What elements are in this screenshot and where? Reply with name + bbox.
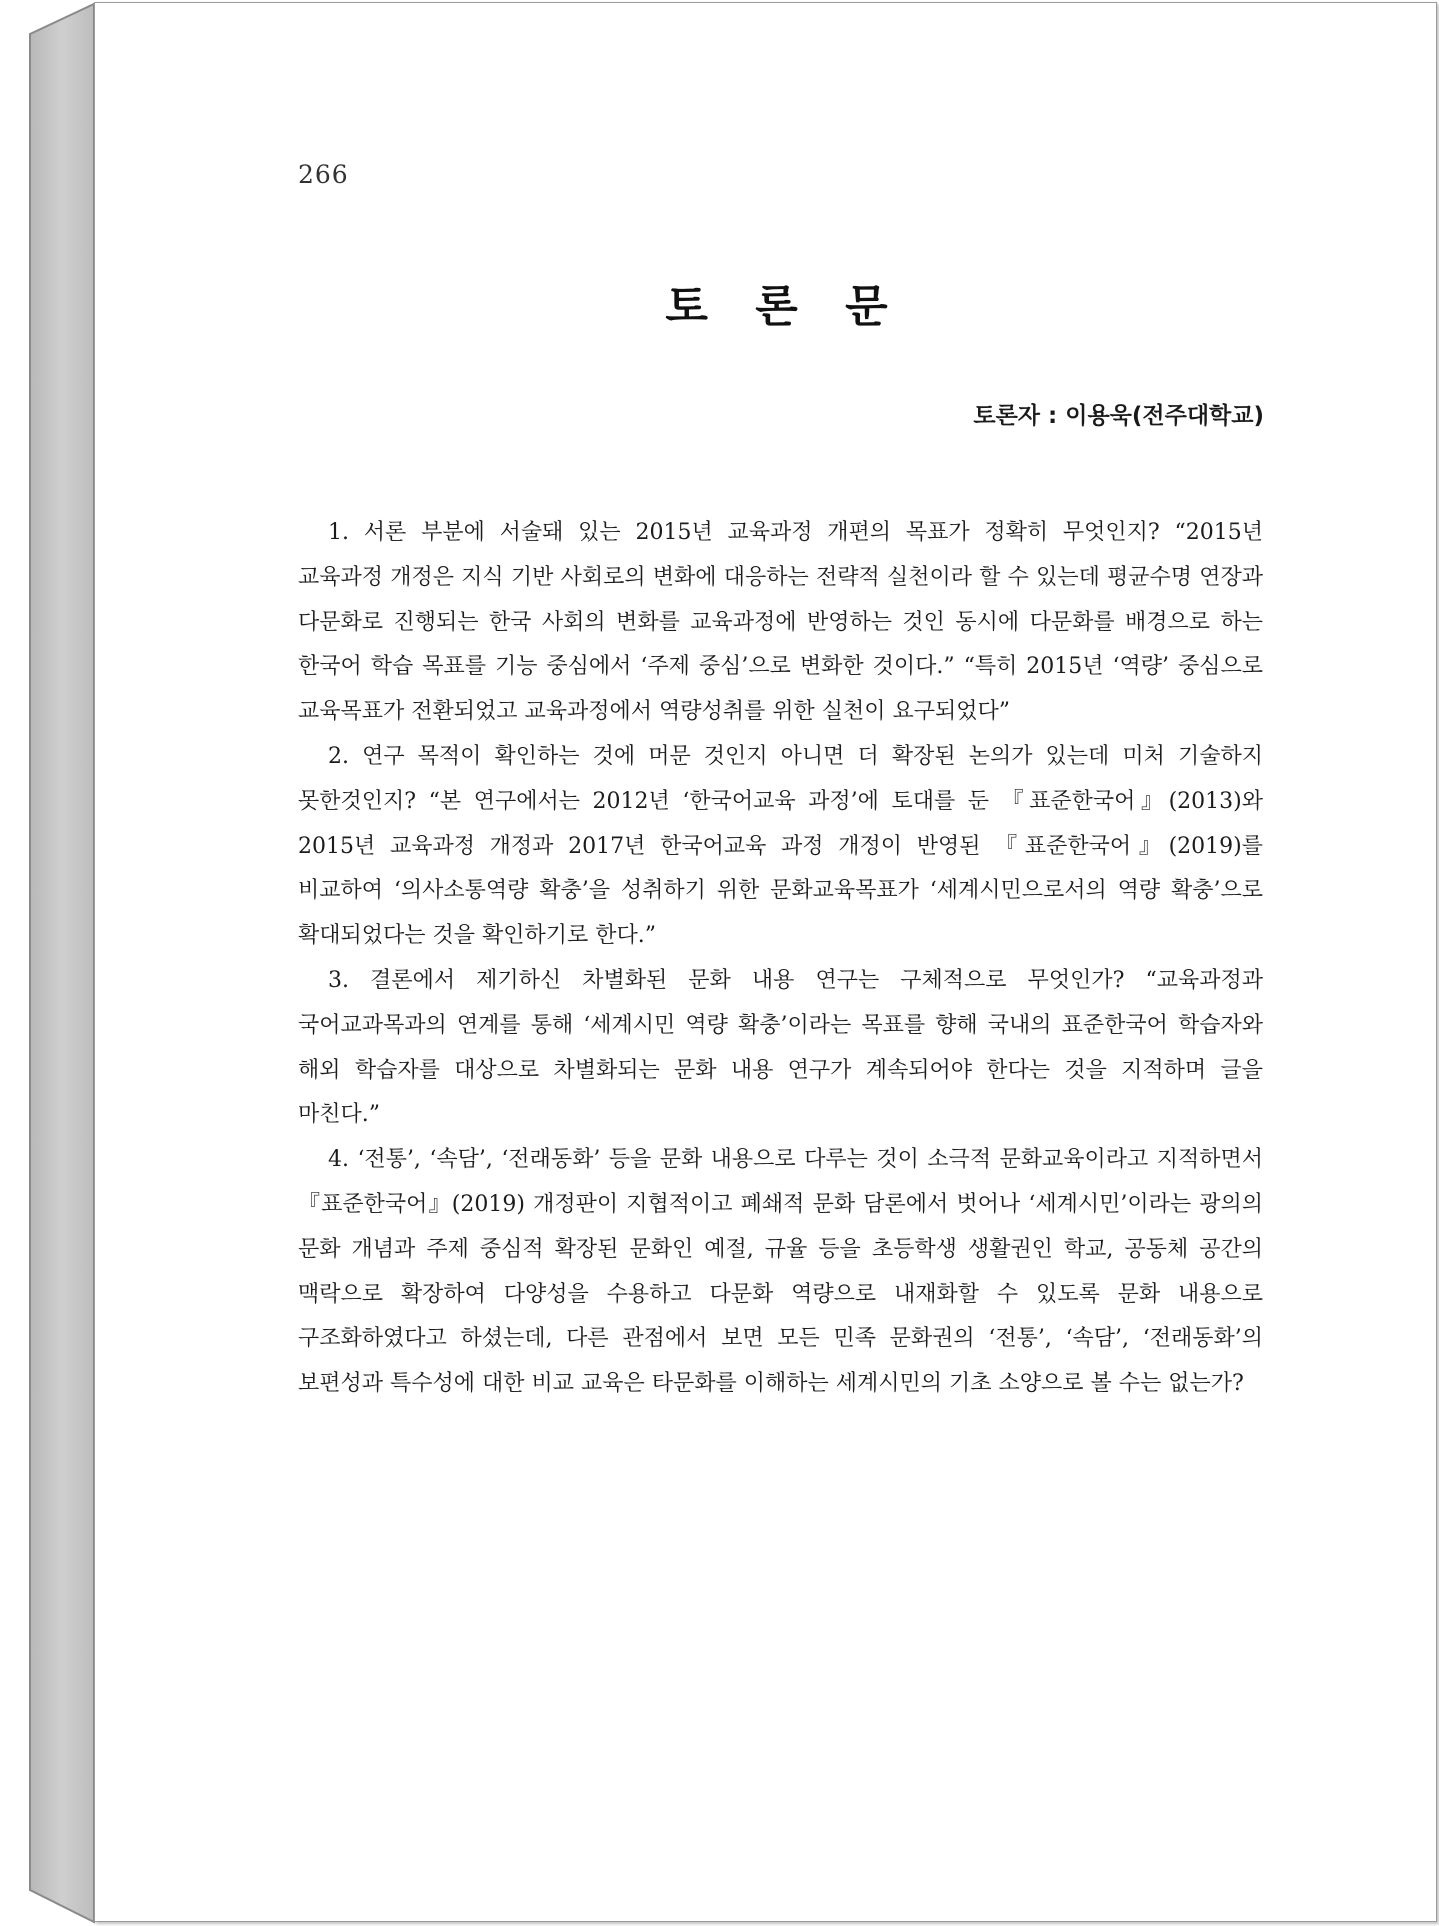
- paragraph-2: 2. 연구 목적이 확인하는 것에 머문 것인지 아니면 더 확장된 논의가 있는데 미처 기술하지 못한것인지? “본 연구에서는 2012년 ‘한국어교육 과정’에 토대를 둔 『표준한국어』(2013)와 2015년 교육과정 개정과 2017년 한국어교육 과정 개정이 반영된 『표준한국어』(2019)를 비교하여 ‘의사소통역량 확충’을 성취하기 위한 문화교육목표가 ‘세계시민으로서의 역량 확충’으로 확대되었다는 것을 확인하기로 한다.”: [298, 743, 1263, 949]
- paragraph-4: 4. ‘전통’, ‘속담’, ‘전래동화’ 등을 문화 내용으로 다루는 것이 소극적 문화교육이라고 지적하면서 『표준한국어』(2019) 개정판이 지협적이고 폐쇄적 문화 담론에서 벗어나 ‘세계시민’이라는 광의의 문화 개념과 주제 중심적 확장된 문화인 예절, 규율 등을 초등학생 생활권인 학교, 공동체 공간의 맥락으로 확장하여 다양성을 수용하고 다문화 역량으로 내재화할 수 있도록 문화 내용으로 구조화하였다고 하셨는데, 다른 관점에서 보면 모든 민족 문화권의 ‘전통’, ‘속담’, ‘전래동화’의 보편성과 특수성에 대한 비교 교육은 타문화를 이해하는 세계시민의 기초 소양으로 볼 수는 없는가?: [298, 1147, 1263, 1397]
- page-number: 266: [298, 160, 349, 189]
- page-title: 토 론 문: [665, 281, 904, 332]
- paragraph-1: 1. 서론 부분에 서술돼 있는 2015년 교육과정 개편의 목표가 정확히 무엇인지? “2015년 교육과정 개정은 지식 기반 사회로의 변화에 대응하는 전략적 실천이라 할 수 있는데 평균수명 연장과 다문화로 진행되는 한국 사회의 변화를 교육과정에 반영하는 것인 동시에 다문화를 배경으로 하는 한국어 학습 목표를 기능 중심에서 ‘주제 중심’으로 변화한 것이다.” “특히 2015년 ‘역량’ 중심으로 교육목표가 전환되었고 교육과정에서 역량성취를 위한 실천이 요구되었다”: [298, 520, 1263, 725]
- paragraph-3: 3. 결론에서 제기하신 차별화된 문화 내용 연구는 구체적으로 무엇인가? “교육과정과 국어교과목과의 연계를 통해 ‘세계시민 역량 확충’이라는 목표를 향해 국내의 표준한국어 학습자와 해외 학습자를 대상으로 차별화되는 문화 내용 연구가 계속되어야 한다는 것을 지적하며 글을 마친다.”: [298, 967, 1263, 1128]
- body-text: [298, 511, 1263, 1407]
- discussant-label: 토론자 : 이용욱(전주대학교): [973, 403, 1264, 429]
